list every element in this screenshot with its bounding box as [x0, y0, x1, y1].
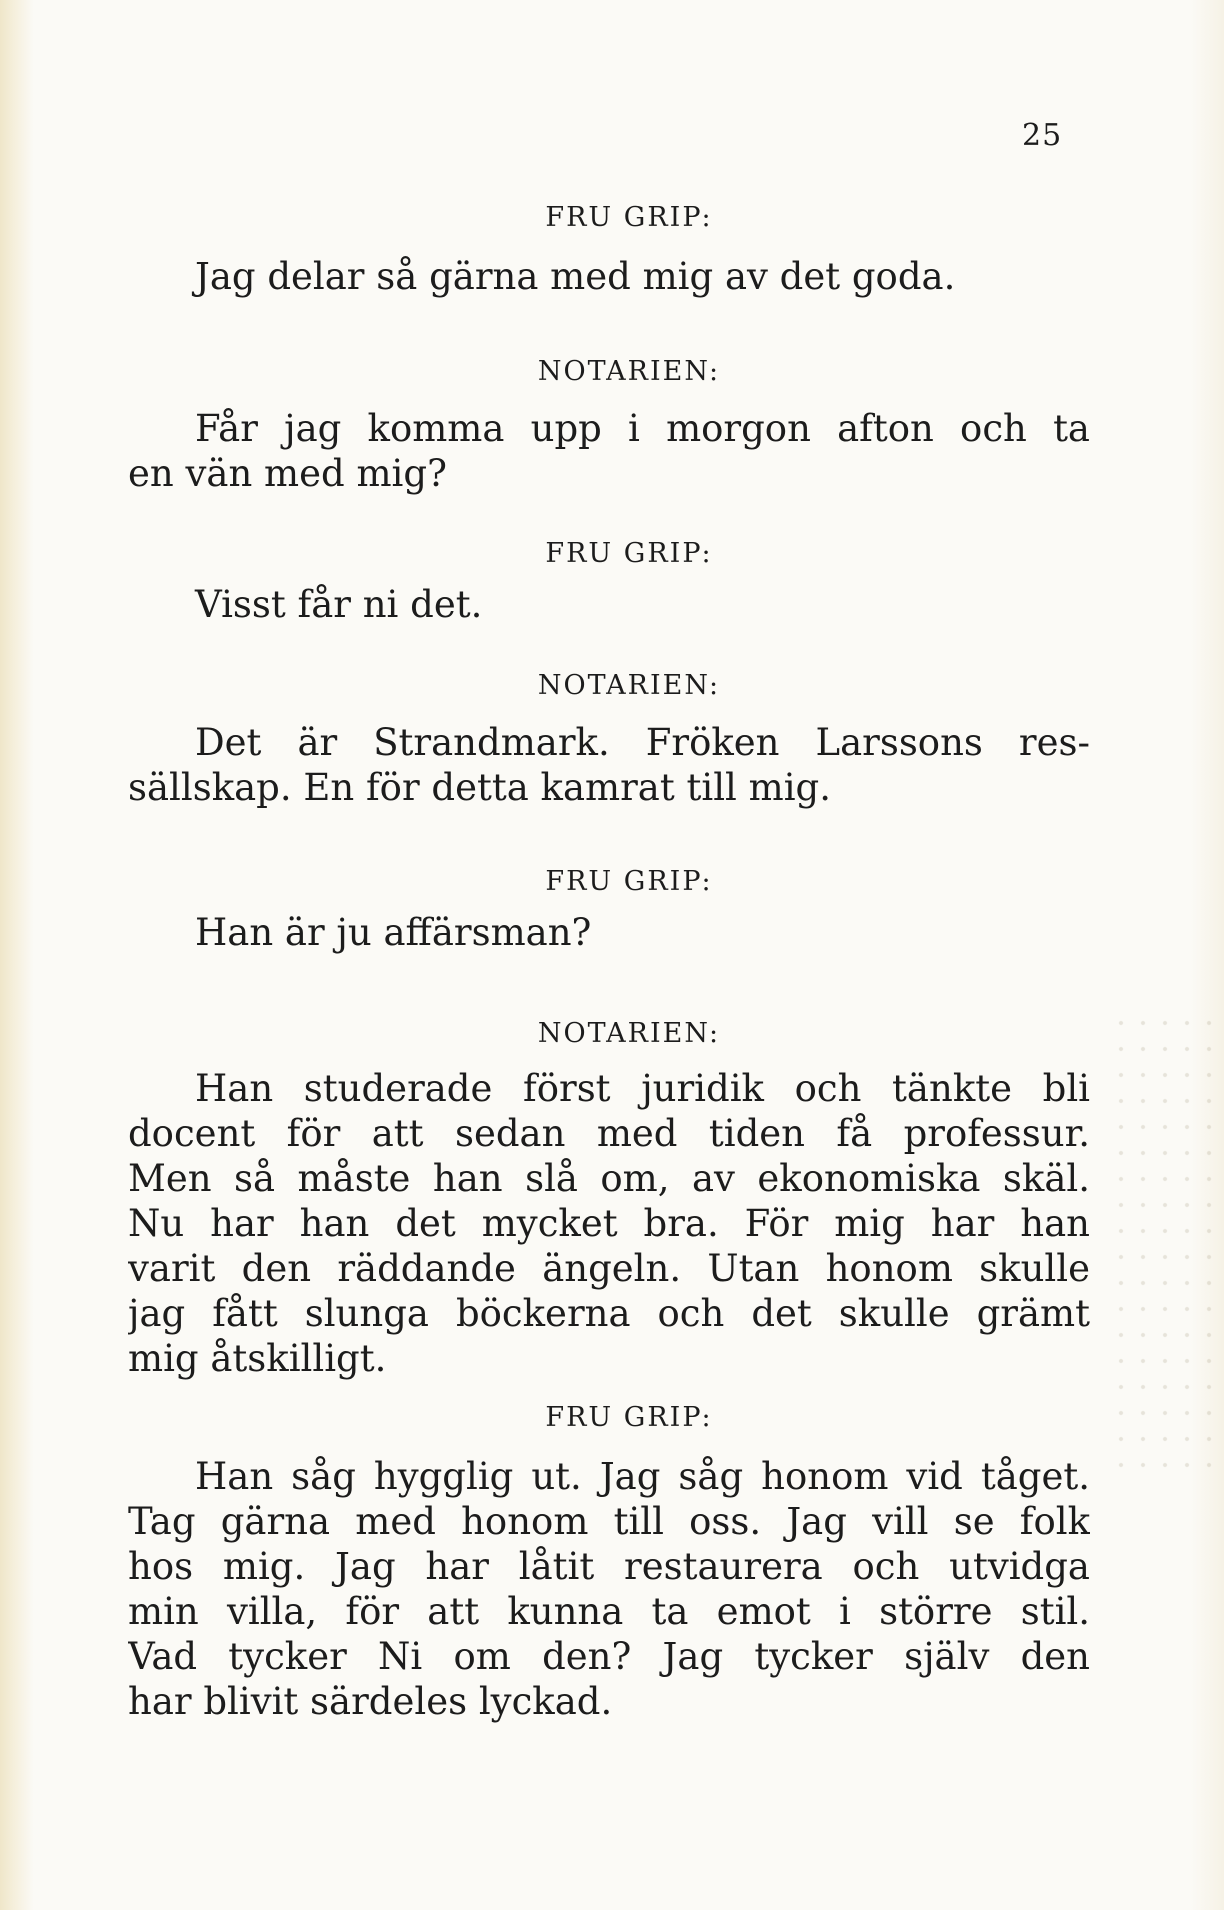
speaker-name: FRU GRIP:	[545, 538, 713, 569]
speech-line: Han såg hygglig ut. Jag såg honom vid tåget.	[195, 1455, 1090, 1498]
speech-line: Jag delar så gärna med mig av det goda.	[195, 255, 956, 298]
speech-line: docent för att sedan med tiden få professur.	[128, 1112, 1090, 1155]
speech-line: jag fått slunga böckerna och det skulle grämt	[128, 1292, 1090, 1335]
speech-text	[128, 406, 1090, 496]
speech-line: en vän med mig?	[128, 452, 447, 495]
speech-line: Men så måste han slå om, av ekonomiska skäl.	[128, 1157, 1090, 1200]
speech-text	[128, 582, 1090, 627]
speech-line: mig åtskilligt.	[128, 1337, 387, 1380]
speech-text	[128, 254, 1090, 299]
speaker-name: FRU GRIP:	[545, 202, 713, 233]
speech-line: Nu har han det mycket bra. För mig har han	[128, 1202, 1090, 1245]
speech-line: varit den räddande ängeln. Utan honom skulle	[128, 1247, 1090, 1290]
page-number: 25	[1022, 118, 1063, 153]
speech-text	[128, 910, 1090, 955]
speech-line: Visst får ni det.	[195, 583, 483, 626]
speech-line: Han är ju affärsman?	[195, 911, 592, 954]
speech-text	[128, 1454, 1090, 1724]
speech-text	[128, 720, 1090, 810]
speech-line: hos mig. Jag har låtit restaurera och utvidga	[128, 1545, 1090, 1588]
speaker-name: NOTARIEN:	[537, 1018, 721, 1049]
speech-text	[128, 1066, 1090, 1381]
speaker-name: NOTARIEN:	[537, 670, 721, 701]
speech-line: Vad tycker Ni om den? Jag tycker själv den	[128, 1635, 1090, 1678]
speaker-name: FRU GRIP:	[545, 1402, 713, 1433]
speech-line: min villa, för att kunna ta emot i större stil.	[128, 1590, 1090, 1633]
speaker-name: FRU GRIP:	[545, 866, 713, 897]
speech-line: Han studerade först juridik och tänkte bli	[195, 1067, 1090, 1110]
speech-line: Tag gärna med honom till oss. Jag vill se folk	[128, 1500, 1090, 1543]
speech-line: har blivit särdeles lyckad.	[128, 1680, 613, 1723]
speech-line: Det är Strandmark. Fröken Larssons res-	[195, 721, 1090, 764]
speech-line: sällskap. En för detta kamrat till mig.	[128, 766, 831, 809]
speaker-name: NOTARIEN:	[537, 356, 721, 387]
show-through-dots	[1110, 1010, 1220, 1480]
speech-line: Får jag komma upp i morgon afton och ta	[195, 407, 1090, 450]
